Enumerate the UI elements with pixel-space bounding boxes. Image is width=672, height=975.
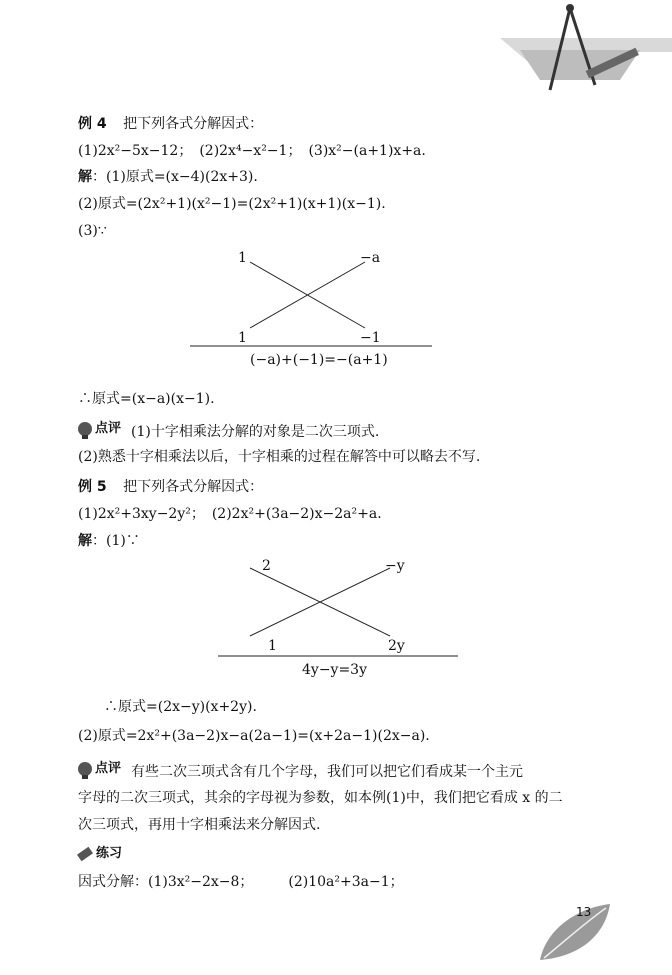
cross2-bottom-right: 2y (388, 638, 405, 654)
note-2-line-1 (78, 760, 523, 781)
example-5-title: 例 5 (78, 479, 107, 495)
practice-heading (78, 845, 132, 863)
note-2-line-2: 字母的二次三项式，其余的字母视为参数，如本例(1)中，我们把它看成 x 的二 (78, 790, 563, 806)
note-1-tag-label: 点评 (95, 421, 122, 436)
note-1-text-1: (1)十字相乘法分解的对象是二次三项式. (131, 424, 380, 440)
cross2-top-left: 2 (262, 558, 271, 574)
practice-tag (78, 845, 122, 863)
page-number: 13 (576, 905, 592, 919)
note-1-line-2: (2)熟悉十字相乘法以后，十字相乘的过程在解答中可以略去不写. (78, 449, 481, 465)
note-2-text-1: 有些二次三项式含有几个字母，我们可以把它们看成某一个主元 (131, 764, 524, 780)
example-5-prompt: 把下列各式分解因式： (123, 479, 264, 495)
solution-label: 解 (78, 169, 92, 185)
pencil-icon (77, 847, 93, 862)
cross2-bottom-left: 1 (268, 638, 277, 654)
example-4-title: 例 4 (78, 116, 107, 132)
practice-line: 因式分解：(1)3x²−2x−8； (2)10a²+3a−1； (78, 874, 404, 890)
practice-tag-label: 练习 (96, 846, 123, 861)
leaf-icon (536, 900, 612, 964)
cross2-sum: 4y−y=3y (302, 662, 368, 678)
cross1-sum: (−a)+(−1)=−(a+1) (250, 352, 388, 368)
example-5-heading (78, 478, 263, 496)
example-4-result: ∴原式=(x−a)(x−1). (78, 391, 215, 407)
example-5-solution-1-text: ：(1)∵ (92, 533, 140, 549)
cross1-bottom-left: 1 (238, 330, 247, 346)
cross1-top-right: −a (360, 250, 381, 266)
lightbulb-icon-2 (78, 762, 92, 776)
note-2-line-3: 次三项式，再用十字相乘法来分解因式. (78, 817, 321, 833)
note-1-tag (78, 420, 121, 438)
note-1-line-1 (78, 420, 379, 441)
note-2-tag-label: 点评 (95, 761, 122, 776)
solution-label-2: 解 (78, 533, 92, 549)
example-5-result-1: ∴原式=(2x−y)(x+2y). (104, 699, 257, 715)
example-4-solution-2: (2)原式=(2x²+1)(x²−1)=(2x²+1)(x+1)(x−1). (78, 196, 386, 212)
cross2-top-right: −y (385, 558, 405, 574)
example-4-solution-3: (3)∵ (78, 223, 107, 239)
example-5-solution-1 (78, 532, 140, 550)
example-4-problems: (1)2x²−5x−12； (2)2x⁴−x²−1； (3)x²−(a+1)x+a. (78, 143, 426, 159)
solution-1-text: ：(1)原式=(x−4)(2x+3). (92, 169, 258, 185)
example-4-prompt: 把下列各式分解因式： (123, 116, 264, 132)
cross1-bottom-right: −1 (360, 330, 381, 346)
lightbulb-icon (78, 422, 92, 436)
example-5-solution-2: (2)原式=2x²+(3a−2)x−a(2a−1)=(x+2a−1)(2x−a). (78, 728, 430, 744)
cross1-top-left: 1 (238, 250, 247, 266)
example-5-problems: (1)2x²+3xy−2y²； (2)2x²+(3a−2)x−2a²+a. (78, 506, 382, 522)
note-2-tag (78, 760, 121, 778)
